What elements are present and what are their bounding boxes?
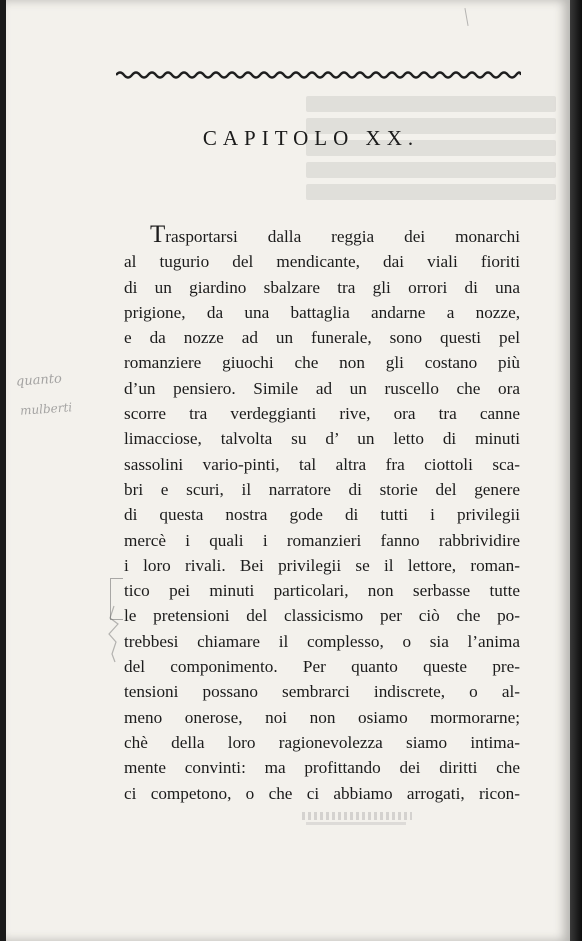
text-line: limacciose, talvolta su d’ un letto di minuti: [124, 429, 520, 449]
text-line: tico pei minuti particolari, non serbasse tutte: [124, 581, 520, 601]
pencil-mark: [464, 8, 468, 26]
ink-smudge: [306, 822, 406, 825]
chapter-body: [124, 222, 520, 806]
show-through-text: [306, 96, 556, 216]
pencil-scribble: [104, 604, 124, 664]
book-page: [6, 0, 570, 941]
text-line: di questa nostra gode di tutti i privilegii: [124, 505, 520, 525]
ornamental-rule: [116, 70, 521, 80]
text-line: mercè i quali i romanzieri fanno rabbrividire: [124, 530, 520, 550]
text-line: del componimento. Per quanto queste pre-: [124, 657, 520, 677]
text-line: Trasportarsi dalla reggia dei monarchi: [150, 221, 520, 248]
text-line: le pretensioni del classicismo per ciò che po-: [124, 606, 520, 626]
text-line: chè della loro ragionevolezza siamo intima-: [124, 732, 520, 752]
text-line: al tugurio del mendicante, dai viali fioriti: [124, 252, 520, 272]
text-line: meno onerose, noi non osiamo mormorarne;: [124, 707, 520, 727]
margin-annotation: mulberti: [19, 400, 73, 418]
text-line: romanziere giuochi che non gli costano più: [124, 353, 520, 373]
text-line: tensioni possano sembrarci indiscrete, o al-: [124, 682, 520, 702]
text-line: i loro rivali. Bei privilegii se il lettore, roman-: [124, 555, 520, 575]
margin-annotation: quanto: [15, 371, 63, 390]
text-line: bri e scuri, il narratore di storie del genere: [124, 479, 520, 499]
text-line: trebbesi chiamare il complesso, o sia l’anima: [124, 631, 520, 651]
text-line: ci competono, o che ci abbiamo arrogati, ricon-: [124, 783, 520, 803]
text-line: di un giardino sbalzare tra gli orrori di una: [124, 277, 520, 297]
drop-cap: T: [150, 221, 166, 248]
text-line: scorre tra verdeggianti rive, ora tra canne: [124, 404, 520, 424]
text-line: mente convinti: ma profittando dei diritti che: [124, 758, 520, 778]
page-edge-shadow: [570, 0, 582, 941]
text-line: prigione, da una battaglia andarne a nozze,: [124, 302, 520, 322]
ink-smudge: [302, 812, 412, 820]
text-line: sassolini vario-pinti, tal altra fra ciottoli sca-: [124, 454, 520, 474]
chapter-title: CAPITOLO XX.: [202, 126, 420, 150]
text-line: d’un pensiero. Simile ad un ruscello che ora: [124, 378, 520, 398]
text-line: e da nozze ad un funerale, sono questi pel: [124, 328, 520, 348]
